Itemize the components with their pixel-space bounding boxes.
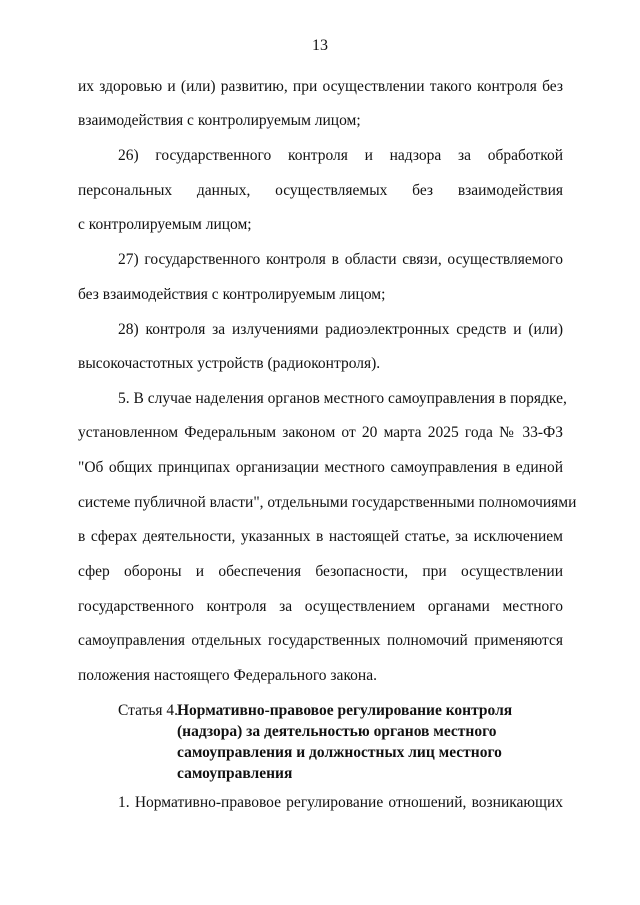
text-line: самоуправления отдельных государственных полномочий применяются xyxy=(78,632,563,649)
text-line: государственного контроля за осуществлением органами местного xyxy=(78,598,563,615)
text-line: установленном Федеральным законом от 20 марта 2025 года № 33-ФЗ xyxy=(78,424,563,441)
text-line: без взаимодействия с контролируемым лицом; xyxy=(78,286,386,303)
article-title xyxy=(177,700,537,784)
text-line: 1. Нормативно-правовое регулирование отношений, возникающих xyxy=(118,794,563,811)
text-line: положения настоящего Федерального закона. xyxy=(78,667,377,684)
article-title-line: Нормативно-правовое регулирование контроля xyxy=(177,702,513,719)
text-line: взаимодействия с контролируемым лицом; xyxy=(78,112,361,129)
text-line: 5. В случае наделения органов местного самоуправления в порядке, xyxy=(118,390,567,407)
text-line: в сферах деятельности, указанных в настоящей статье, за исключением xyxy=(78,528,563,545)
article-title-line: самоуправления xyxy=(177,765,293,782)
text-line: высокочастотных устройств (радиоконтроля). xyxy=(78,355,381,372)
article-label: Статья 4. xyxy=(118,702,179,719)
article-title-line: (надзора) за деятельностью органов местного xyxy=(177,723,497,740)
text-line: персональных данных, осуществляемых без взаимодействия xyxy=(78,182,563,199)
text-line: сфер обороны и обеспечения безопасности, при осуществлении xyxy=(78,563,563,580)
page-number: 13 xyxy=(312,37,328,54)
text-line: 27) государственного контроля в области связи, осуществляемого xyxy=(118,251,563,268)
article-title-line: самоуправления и должностных лиц местного xyxy=(177,744,502,761)
text-line: их здоровью и (или) развитию, при осуществлении такого контроля без xyxy=(78,78,563,95)
text-line: 26) государственного контроля и надзора за обработкой xyxy=(118,147,563,164)
text-line: системе публичной власти", отдельными государственными полномочиями xyxy=(78,494,577,511)
text-line: с контролируемым лицом; xyxy=(78,216,252,233)
text-line: "Об общих принципах организации местного самоуправления в единой xyxy=(78,459,563,476)
text-line: 28) контроля за излучениями радиоэлектронных средств и (или) xyxy=(118,321,563,338)
